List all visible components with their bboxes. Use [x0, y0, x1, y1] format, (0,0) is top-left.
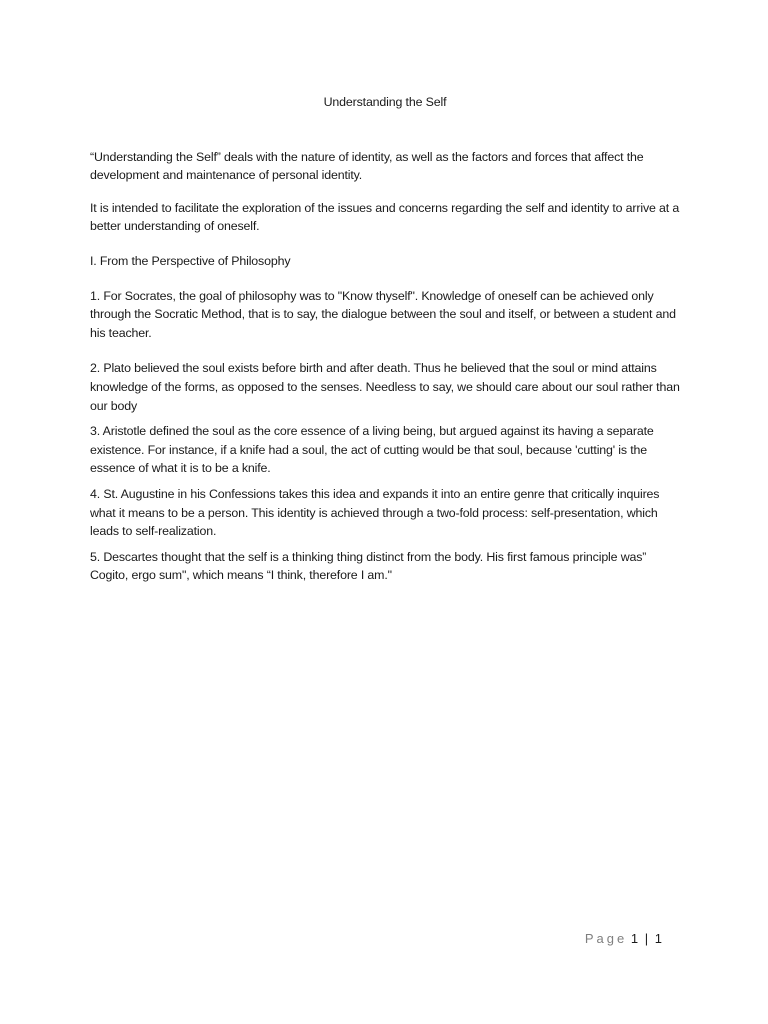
section-heading: I. From the Perspective of Philosophy [90, 253, 291, 268]
footer-page-label: Page [584, 931, 628, 946]
point-plato: 2. Plato believed the soul exists before birth and after death. Thus he believed that the soul or mind attains knowledge of the forms, as opposed to the senses. Needless to say, we should care about our soul rather than our body [90, 361, 680, 413]
point-augustine: 4. St. Augustine in his Confessions takes this idea and expands it into an entire genre that critically inquires what it means to be a person. This identity is achieved through a two-fold process: self-presentation, which leads to self-realization. [90, 486, 660, 539]
footer-current-page: 1 [630, 931, 639, 946]
point-descartes: 5. Descartes thought that the self is a thinking thing distinct from the body. His first famous principle was” Cogito, ergo sum", which means “I think, therefore I am." [90, 549, 647, 583]
point-socrates: 1. For Socrates, the goal of philosophy was to "Know thyself". Knowledge of oneself can be achieved only through the Socratic Method, that is to say, the dialogue between the soul and itself, or between a student and his teacher. [90, 288, 676, 340]
footer-total-pages: 1 [654, 931, 662, 946]
footer-separator: | [644, 931, 649, 946]
intro-paragraph-1: “Understanding the Self” deals with the nature of identity, as well as the factors and forces that affect the development and maintenance of personal identity. [90, 149, 644, 183]
point-aristotle: 3. Aristotle defined the soul as the core essence of a living being, but argued against its having a separate existence. For instance, if a knife had a soul, the act of cutting would be that soul, because 'cutting' is the essence of what it is to be a knife. [90, 424, 654, 476]
page-footer [585, 930, 662, 948]
document-body [90, 93, 680, 585]
intro-paragraph-2: It is intended to facilitate the exploration of the issues and concerns regarding the self and identity to arrive at a better understanding of oneself. [90, 200, 680, 234]
document-title: Understanding the Self [323, 95, 447, 109]
